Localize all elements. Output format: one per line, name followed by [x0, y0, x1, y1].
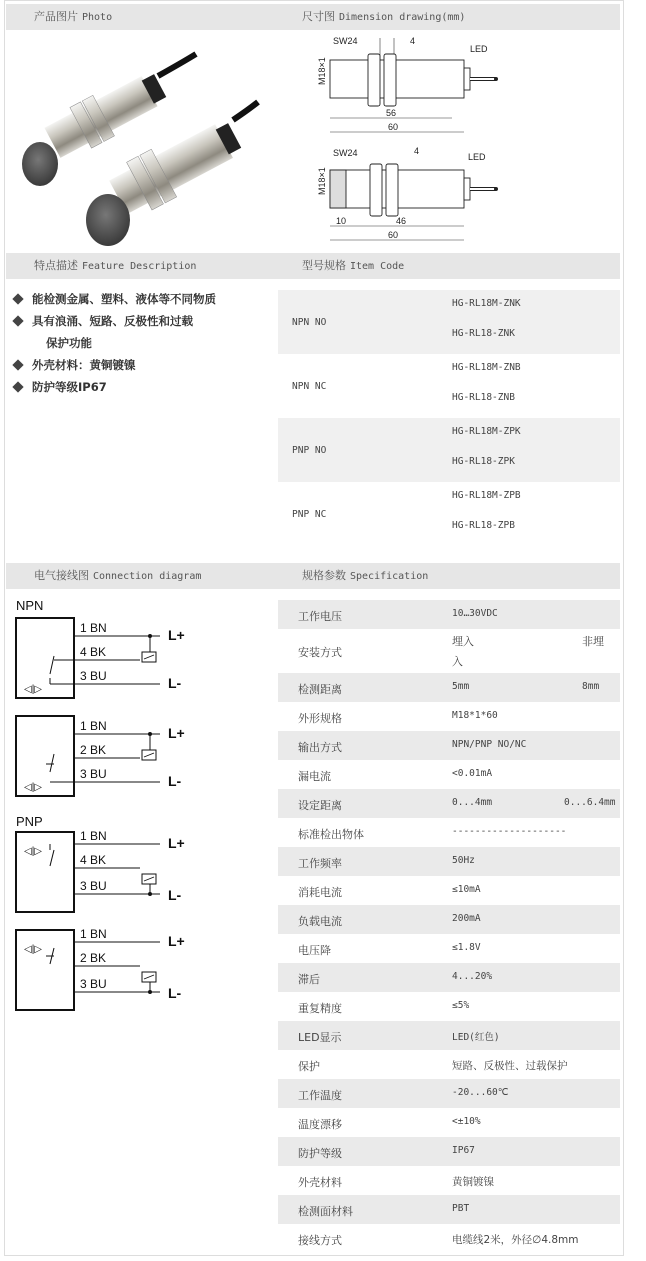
svg-text:3 BU: 3 BU	[80, 767, 107, 781]
spec-row-led: LED显示 LED(红色)	[278, 1021, 620, 1050]
spec-row-install: 安装方式 埋入 入 非埋	[298, 635, 604, 668]
spec-row-drift: 温度漂移 <±10%	[298, 1116, 481, 1131]
svg-text:L-: L-	[168, 675, 182, 691]
header-spec: 规格参数 Specification	[278, 563, 620, 589]
svg-text:◁|▷: ◁|▷	[24, 782, 42, 793]
svg-text:3 BU: 3 BU	[80, 669, 107, 683]
spec-row-shell: 外壳材料 黄铜镀镍	[298, 1176, 494, 1189]
spec-row-vdrop: 电压降 ≤1.8V	[298, 942, 481, 957]
npn-label: NPN	[16, 598, 44, 613]
wiring-diagram	[10, 596, 210, 1016]
dim-sw-bottom: SW24	[333, 148, 358, 158]
feature-item: 外壳材料：黄铜镀镍	[14, 354, 274, 376]
spec-row-wire: 接线方式 电缆线2米，外径∅4.8mm	[298, 1234, 579, 1247]
spec-row-distance: 检测距离 5mm 8mm	[278, 673, 620, 702]
svg-text:L+: L+	[168, 725, 185, 741]
dim-56: 56	[386, 108, 397, 118]
table-row: PNP NO HG-RL18M-ZPK HG-RL18-ZPK	[278, 418, 620, 482]
header-feature: 特点描述 Feature Description	[6, 253, 278, 279]
header-photo: 产品图片 Photo	[6, 4, 278, 30]
feature-list	[14, 288, 274, 398]
feature-item: 具有浪涌、短路、反极性和过载 保护功能	[14, 310, 274, 354]
pnp-label: PNP	[16, 814, 43, 829]
header-connection: 电气接线图 Connection diagram	[6, 563, 278, 589]
product-photo	[8, 32, 270, 246]
spec-row-shape: 外形规格 M18*1*60	[298, 710, 498, 725]
wiring-pnp-nc	[16, 927, 185, 1010]
spec-row-voltage: 工作电压 10…30VDC	[278, 600, 620, 629]
svg-text:1 BN: 1 BN	[80, 829, 107, 843]
dim-led-top: LED	[470, 44, 488, 54]
spec-row-output: 输出方式 NPN/PNP NO/NC	[278, 731, 620, 760]
wiring-pnp-no	[16, 829, 185, 912]
dim-sw-top: SW24	[333, 36, 358, 46]
header-dimension: 尺寸图 Dimension drawing(mm)	[278, 4, 620, 30]
svg-text:L+: L+	[168, 627, 185, 643]
svg-text:4 BK: 4 BK	[80, 853, 107, 867]
dim-60-top: 60	[388, 122, 399, 132]
spec-row-face: 检测面材料 PBT	[278, 1195, 620, 1224]
drawing-top	[317, 36, 498, 132]
dim-thread-bottom: M18×1	[317, 167, 327, 195]
spec-row-setdist: 设定距离 0...4mm 0...6.4mm	[278, 789, 620, 818]
spec-row-temp: 工作温度 -20...60℃	[278, 1079, 620, 1108]
dim-10: 10	[336, 216, 347, 226]
svg-text:3 BU: 3 BU	[80, 879, 107, 893]
svg-text:◁|▷: ◁|▷	[24, 944, 42, 955]
dim-thread-top: M18×1	[317, 57, 327, 85]
svg-text:3 BU: 3 BU	[80, 977, 107, 991]
spec-row-load: 负载电流 200mA	[278, 905, 620, 934]
dim-46: 46	[396, 216, 407, 226]
dim-nut-top: 4	[410, 36, 416, 46]
svg-text:◁|▷: ◁|▷	[24, 846, 42, 857]
svg-text:L+: L+	[168, 933, 185, 949]
spec-row-freq: 工作频率 50Hz	[278, 847, 620, 876]
svg-text:1 BN: 1 BN	[80, 719, 107, 733]
svg-text:1 BN: 1 BN	[80, 927, 107, 941]
wiring-npn-no	[16, 618, 185, 698]
spec-row-leak: 漏电流 <0.01mA	[298, 768, 493, 783]
svg-text:4 BK: 4 BK	[80, 645, 107, 659]
feature-item: 能检测金属、塑料、液体等不同物质	[14, 288, 274, 310]
item-code-table	[278, 290, 620, 546]
table-row: NPN NC HG-RL18M-ZNB HG-RL18-ZNB	[292, 362, 521, 403]
table-row: PNP NC HG-RL18M-ZPB HG-RL18-ZPB	[292, 490, 521, 531]
spec-row-repeat: 重复精度 ≤5%	[298, 1000, 470, 1015]
svg-text:2 BK: 2 BK	[80, 743, 107, 757]
spec-row-hyst: 滞后 4...20%	[278, 963, 620, 992]
table-row: NPN NO HG-RL18M-ZNK HG-RL18-ZNK	[278, 290, 620, 354]
svg-text:L-: L-	[168, 773, 182, 789]
dim-led-bottom: LED	[468, 152, 486, 162]
svg-text:◁|▷: ◁|▷	[24, 684, 42, 695]
spec-row-protect: 保护 短路、反极性、过载保护	[298, 1060, 568, 1073]
wiring-npn-nc	[16, 716, 185, 796]
header-itemcode: 型号规格 Item Code	[278, 253, 620, 279]
drawing-bottom	[317, 146, 498, 240]
svg-text:L-: L-	[168, 887, 182, 903]
svg-text:L+: L+	[168, 835, 185, 851]
svg-text:2 BK: 2 BK	[80, 951, 107, 965]
dim-nut-bottom: 4	[414, 146, 420, 156]
spec-row-consume: 消耗电流 ≤10mA	[298, 884, 481, 899]
dim-60-bottom: 60	[388, 230, 399, 240]
spec-table	[278, 600, 620, 1253]
svg-text:L-: L-	[168, 985, 182, 1001]
svg-text:1 BN: 1 BN	[80, 621, 107, 635]
spec-row-ip: 防护等级 IP67	[278, 1137, 620, 1166]
feature-item: 防护等级IP67	[14, 376, 274, 398]
spec-row-target: 标准检出物体 --------------------	[298, 826, 567, 841]
dimension-drawing	[300, 30, 520, 250]
